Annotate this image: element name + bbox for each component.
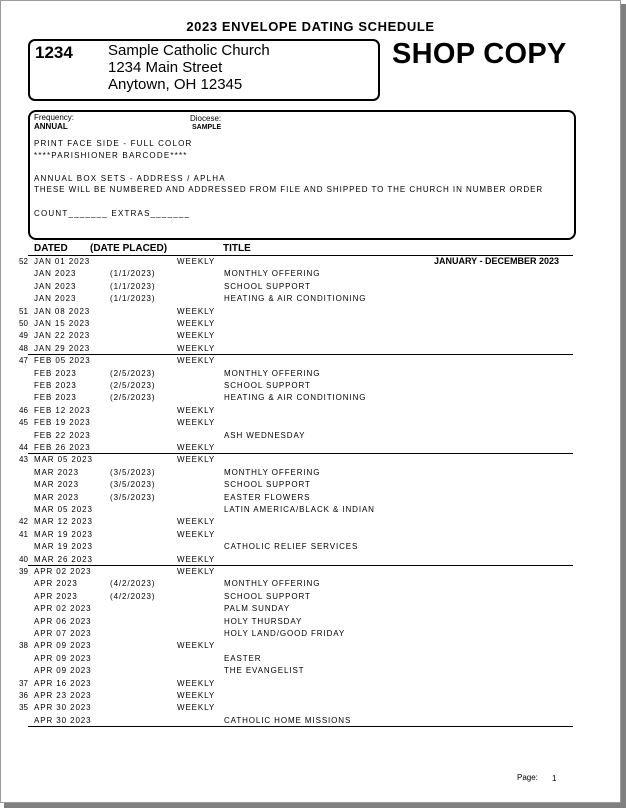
cell-title: THE EVANGELIST: [224, 666, 305, 676]
cell-num: 46: [19, 405, 28, 415]
month-separator: [28, 354, 573, 355]
table-row: [0, 418, 621, 430]
cell-date: MAR 2023: [34, 467, 79, 477]
page-shadow-bottom: [4, 803, 626, 808]
cell-num: 41: [19, 529, 28, 539]
frequency-label: Frequency:: [34, 113, 75, 122]
cell-num: 35: [19, 703, 28, 713]
cell-weekly: WEEKLY: [177, 517, 216, 527]
cell-weekly: WEEKLY: [177, 319, 216, 328]
table-row: [0, 617, 621, 629]
cell-num: 42: [19, 517, 28, 527]
cell-date: FEB 2023: [34, 368, 77, 378]
cell-date: APR 09 2023: [34, 641, 92, 651]
cell-num: 52: [19, 257, 28, 266]
table-row: [0, 604, 621, 616]
cell-date: MAR 12 2023: [34, 517, 93, 527]
cell-date: FEB 22 2023: [34, 430, 91, 440]
cell-title: SCHOOL SUPPORT: [224, 591, 311, 601]
cell-date: APR 07 2023: [34, 629, 92, 638]
instruction-line: ANNUAL BOX SETS - ADDRESS / APLHA: [34, 174, 226, 183]
month-separator: [28, 726, 573, 727]
table-row: [0, 691, 621, 703]
cell-placed: (1/1/2023): [110, 281, 156, 291]
page-label: Page:: [517, 773, 538, 782]
table-row: [0, 257, 621, 269]
table-row: [0, 542, 621, 554]
cell-num: 36: [19, 691, 28, 700]
column-header-date-placed: (DATE PLACED): [90, 243, 168, 254]
table-row: [0, 431, 621, 443]
cell-title: CATHOLIC HOME MISSIONS: [224, 715, 352, 725]
cell-title: HEATING & AIR CONDITIONING: [224, 294, 367, 304]
cell-date: MAR 26 2023: [34, 554, 93, 564]
cell-num: 43: [19, 455, 28, 465]
cell-date: MAR 2023: [34, 480, 79, 490]
cell-weekly: WEEKLY: [177, 443, 216, 452]
cell-placed: (3/5/2023): [110, 467, 156, 477]
cell-date: JAN 29 2023: [34, 343, 91, 353]
document-title: 2023 ENVELOPE DATING SCHEDULE: [186, 19, 435, 34]
cell-title: MONTHLY OFFERING: [224, 269, 321, 279]
table-row: [0, 406, 621, 418]
table-row: [0, 505, 621, 517]
cell-title: SCHOOL SUPPORT: [224, 281, 311, 291]
column-header-dated: DATED: [34, 243, 68, 254]
cell-placed: (2/5/2023): [110, 393, 156, 403]
table-row: [0, 654, 621, 666]
cell-weekly: WEEKLY: [177, 703, 216, 713]
cell-placed: (1/1/2023): [110, 294, 156, 304]
table-row: [0, 592, 621, 604]
cell-date: MAR 19 2023: [34, 529, 93, 539]
cell-weekly: WEEKLY: [177, 641, 216, 651]
date-range: JANUARY - DECEMBER 2023: [434, 256, 560, 266]
cell-num: 39: [19, 567, 28, 576]
cell-title: CATHOLIC RELIEF SERVICES: [224, 542, 359, 552]
address-line-city: Anytown, OH 12345: [108, 76, 243, 93]
cell-title: HOLY LAND/GOOD FRIDAY: [224, 629, 346, 638]
cell-date: MAR 19 2023: [34, 542, 93, 552]
table-row: [0, 703, 621, 715]
cell-num: 49: [19, 331, 28, 341]
cell-num: 50: [19, 319, 28, 328]
instruction-line: THESE WILL BE NUMBERED AND ADDRESSED FROM FILE AND SHIPPED TO THE CHURCH IN NUMBER ORDER: [34, 185, 544, 194]
cell-date: MAR 05 2023: [34, 505, 93, 514]
cell-num: 37: [19, 678, 28, 688]
cell-num: 48: [19, 343, 28, 353]
table-row: [0, 331, 621, 343]
table-row: [0, 679, 621, 691]
cell-title: MONTHLY OFFERING: [224, 368, 321, 378]
instruction-line: PRINT FACE SIDE - FULL COLOR: [34, 139, 193, 148]
cell-num: 38: [19, 641, 28, 651]
table-row: [0, 579, 621, 591]
cell-date: FEB 2023: [34, 393, 77, 403]
cell-weekly: WEEKLY: [177, 356, 216, 366]
cell-placed: (4/2/2023): [110, 579, 156, 589]
shop-copy-stamp: SHOP COPY: [392, 38, 567, 70]
cell-title: LATIN AMERICA/BLACK & INDIAN: [224, 505, 375, 514]
table-row: [0, 480, 621, 492]
diocese-value: SAMPLE: [192, 124, 222, 131]
cell-date: APR 2023: [34, 591, 78, 601]
cell-date: FEB 12 2023: [34, 405, 91, 415]
cell-date: APR 02 2023: [34, 567, 92, 576]
cell-title: MONTHLY OFFERING: [224, 579, 321, 589]
cell-placed: (1/1/2023): [110, 269, 156, 279]
cell-date: APR 30 2023: [34, 715, 92, 725]
cell-date: JAN 01 2023: [34, 257, 91, 266]
instruction-line: COUNT_______ EXTRAS_______: [34, 209, 191, 218]
cell-title: EASTER: [224, 653, 262, 663]
cell-weekly: WEEKLY: [177, 529, 216, 539]
cell-date: JAN 15 2023: [34, 319, 91, 328]
table-row: [0, 455, 621, 467]
cell-date: JAN 2023: [34, 294, 77, 304]
cell-title: HOLY THURSDAY: [224, 616, 303, 626]
cell-placed: (4/2/2023): [110, 591, 156, 601]
cell-weekly: WEEKLY: [177, 331, 216, 341]
table-row: [0, 493, 621, 505]
month-separator: [28, 565, 573, 566]
cell-title: PALM SUNDAY: [224, 604, 291, 614]
cell-num: 40: [19, 554, 28, 564]
table-row: [0, 629, 621, 641]
cell-date: APR 06 2023: [34, 616, 92, 626]
cell-date: FEB 19 2023: [34, 418, 91, 428]
cell-weekly: WEEKLY: [177, 554, 216, 564]
table-row: [0, 567, 621, 579]
cell-title: HEATING & AIR CONDITIONING: [224, 393, 367, 403]
cell-num: 44: [19, 443, 28, 452]
cell-num: 51: [19, 306, 28, 316]
cell-date: APR 02 2023: [34, 604, 92, 614]
table-row: [0, 356, 621, 368]
cell-weekly: WEEKLY: [177, 418, 216, 428]
address-line-church: Sample Catholic Church: [108, 42, 270, 59]
cell-weekly: WEEKLY: [177, 567, 216, 576]
table-row: [0, 369, 621, 381]
cell-date: APR 23 2023: [34, 691, 92, 700]
page-number: 1: [552, 774, 557, 783]
cell-date: FEB 2023: [34, 381, 77, 390]
frequency-value: ANNUAL: [34, 122, 68, 131]
cell-date: FEB 26 2023: [34, 443, 91, 452]
cell-date: APR 16 2023: [34, 678, 92, 688]
table-row: [0, 393, 621, 405]
cell-title: SCHOOL SUPPORT: [224, 381, 311, 390]
table-row: [0, 517, 621, 529]
cell-date: APR 09 2023: [34, 653, 92, 663]
cell-date: JAN 2023: [34, 269, 77, 279]
cell-placed: (3/5/2023): [110, 480, 156, 490]
column-header-title: TITLE: [223, 243, 251, 254]
cell-weekly: WEEKLY: [177, 343, 216, 353]
cell-date: JAN 2023: [34, 281, 77, 291]
cell-weekly: WEEKLY: [177, 257, 216, 266]
cell-date: APR 2023: [34, 579, 78, 589]
cell-date: APR 09 2023: [34, 666, 92, 676]
cell-title: ASH WEDNESDAY: [224, 430, 306, 440]
cell-date: JAN 22 2023: [34, 331, 91, 341]
table-row: [0, 294, 621, 306]
cell-title: EASTER FLOWERS: [224, 492, 311, 502]
table-row: [0, 641, 621, 653]
table-row: [0, 666, 621, 678]
diocese-label: Diocese:: [190, 114, 222, 123]
cell-num: 45: [19, 418, 28, 428]
cell-date: JAN 08 2023: [34, 306, 91, 316]
table-row: [0, 530, 621, 542]
cell-date: APR 30 2023: [34, 703, 92, 713]
table-row: [0, 269, 621, 281]
cell-num: 47: [19, 356, 28, 366]
cell-weekly: WEEKLY: [177, 691, 216, 700]
cell-weekly: WEEKLY: [177, 455, 216, 465]
table-row: [0, 307, 621, 319]
cell-title: SCHOOL SUPPORT: [224, 480, 311, 490]
table-row: [0, 468, 621, 480]
address-line-street: 1234 Main Street: [108, 59, 223, 76]
cell-date: FEB 05 2023: [34, 356, 91, 366]
instruction-line: ****PARISHIONER BARCODE****: [34, 151, 188, 160]
table-row: [0, 381, 621, 393]
cell-date: MAR 2023: [34, 492, 79, 502]
table-row: [0, 319, 621, 331]
cell-placed: (2/5/2023): [110, 381, 156, 390]
account-number: 1234: [35, 43, 73, 62]
cell-placed: (3/5/2023): [110, 492, 156, 502]
cell-date: MAR 05 2023: [34, 455, 93, 465]
cell-weekly: WEEKLY: [177, 306, 216, 316]
cell-weekly: WEEKLY: [177, 405, 216, 415]
cell-placed: (2/5/2023): [110, 368, 156, 378]
table-row: [0, 282, 621, 294]
page-shadow-right: [621, 4, 626, 808]
cell-weekly: WEEKLY: [177, 678, 216, 688]
month-separator: [28, 453, 573, 454]
cell-title: MONTHLY OFFERING: [224, 467, 321, 477]
